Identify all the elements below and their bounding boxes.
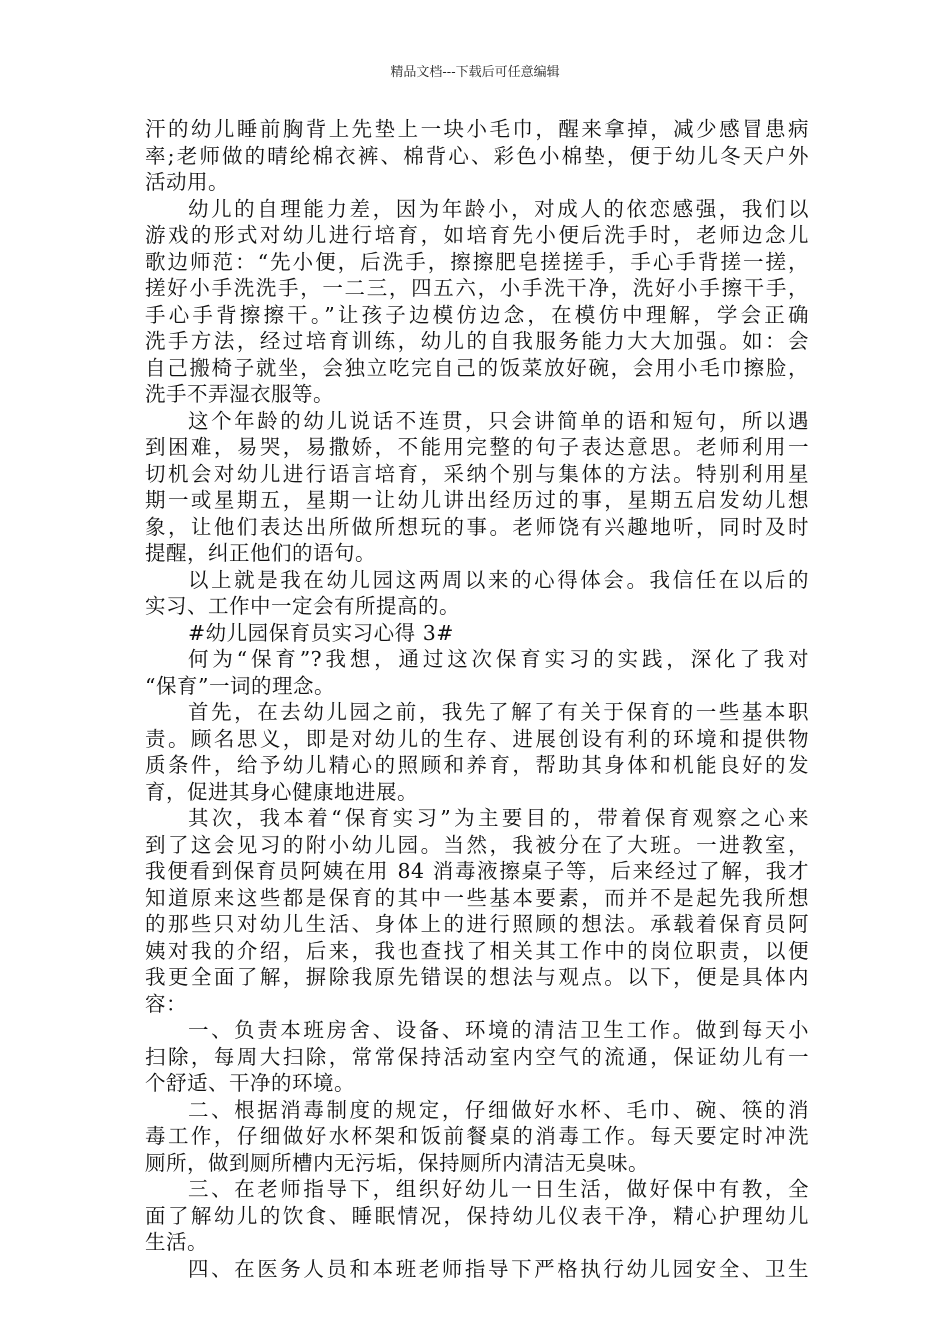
text-line: 的那些只对幼儿生活、身体上的进行照顾的想法。承载着保育员阿	[145, 912, 809, 936]
text-line: 实习、工作中一定会有所提高的。	[145, 594, 460, 618]
text-line: 个舒适、干净的环境。	[145, 1071, 355, 1095]
text-line: 期一或星期五，星期一让幼儿讲出经历过的事，星期五启发幼儿想	[145, 488, 809, 512]
text-line: 三、在老师指导下，组织好幼儿一日生活，做好保中有教，全	[188, 1177, 809, 1201]
text-line: 姨对我的介绍，后来，我也查找了相关其工作中的岗位职责，以便	[145, 938, 809, 963]
text-line: 容：	[145, 991, 187, 1016]
text-line: 象，让他们表达出所做所想玩的事。老师饶有兴趣地听，同时及时	[145, 514, 809, 539]
text-line: 搓好小手洗洗手，一二三，四五六，小手洗干净，洗好小手擦干手，	[145, 276, 809, 300]
text-line: 面了解幼儿的饮食、睡眠情况，保持幼儿仪表干净，精心护理幼儿	[145, 1203, 809, 1228]
text-line: 以上就是我在幼儿园这两周以来的心得体会。我信任在以后的	[188, 567, 809, 592]
text-line: #幼儿园保育员实习心得 3#	[188, 620, 454, 645]
text-line: 活动用。	[145, 170, 229, 194]
text-line: 洗手不弄湿衣服等。	[145, 382, 334, 406]
text-line: 知道原来这些都是保育的其中一些基本要素，而并不是起先我所想	[145, 885, 809, 910]
text-line: 首先，在去幼儿园之前，我先了解了有关于保育的一些基本职	[188, 700, 809, 724]
text-line: 一、负责本班房舍、设备、环境的清洁卫生工作。做到每天小	[188, 1018, 809, 1042]
text-line: 这个年龄的幼儿说话不连贯，只会讲简单的语和短句，所以遇	[188, 408, 809, 433]
text-line: 责。顾名思义，即是对幼儿的生存、进展创设有利的环境和提供物	[145, 726, 809, 751]
text-line: 幼儿的自理能力差，因为年龄小，对成人的依恋感强，我们以	[188, 196, 809, 221]
text-line: 手心手背擦擦干。”让孩子边模仿边念，在模仿中理解，学会正确	[145, 302, 809, 327]
text-line: 扫除，每周大扫除，常常保持活动室内空气的流通，保证幼儿有一	[145, 1044, 809, 1069]
text-line: 我更全面了解，摒除我原先错误的想法与观点。以下，便是具体内	[145, 965, 809, 989]
text-line: 何为“保育”?我想，通过这次保育实习的实践，深化了我对	[188, 647, 809, 671]
text-line: 育，促进其身心健康地进展。	[145, 779, 418, 804]
text-line: 自己搬椅子就坐，会独立吃完自己的饭菜放好碗，会用小毛巾擦脸，	[145, 355, 809, 380]
text-line: 切机会对幼儿进行语言培育，采纳个别与集体的方法。特别利用星	[145, 461, 809, 486]
text-line: 率;老师做的晴纶棉衣裤、棉背心、彩色小棉垫，便于幼儿冬天户外	[145, 143, 809, 168]
page-header: 精品文档---下载后可任意编辑	[390, 65, 560, 80]
text-line: 到困难，易哭，易撒娇，不能用完整的句子表达意思。老师利用一	[145, 435, 809, 459]
text-line: 二、根据消毒制度的规定，仔细做好水杯、毛巾、碗、筷的消	[188, 1097, 809, 1122]
text-line: 我便看到保育员阿姨在用 84 消毒液擦桌子等，后来经过了解，我才	[145, 859, 809, 883]
text-line: 到了这会见习的附小幼儿园。当然，我被分在了大班。一进教室，	[145, 832, 809, 857]
text-line: 汗的幼儿睡前胸背上先垫上一块小毛巾，醒来拿掉，减少感冒患病	[145, 117, 809, 141]
text-line: 厕所，做到厕所槽内无污垢，保持厕所内清洁无臭味。	[145, 1150, 649, 1175]
text-line: 质条件，给予幼儿精心的照顾和养育，帮助其身体和机能良好的发	[145, 753, 809, 777]
text-line: 生活。	[145, 1230, 208, 1254]
text-line: 其次，我本着“保育实习”为主要目的，带着保育观察之心来	[188, 806, 809, 830]
text-line: 游戏的形式对幼儿进行培育，如培育先小便后洗手时，老师边念儿	[145, 223, 809, 247]
text-line: 四、在医务人员和本班老师指导下严格执行幼儿园安全、卫生	[188, 1256, 809, 1281]
text-line: 洗手方法，经过培育训练，幼儿的自我服务能力大大加强。如：会	[145, 329, 809, 353]
text-line: 毒工作，仔细做好水杯架和饭前餐桌的消毒工作。每天要定时冲洗	[145, 1124, 809, 1148]
text-line: 提醒，纠正他们的语句。	[145, 541, 376, 565]
document-body	[145, 116, 809, 1282]
text-line: 歌边师范：“先小便，后洗手，擦擦肥皂搓搓手，手心手背搓一搓，	[145, 249, 809, 274]
text-line: “保育”一词的理念。	[145, 673, 335, 698]
